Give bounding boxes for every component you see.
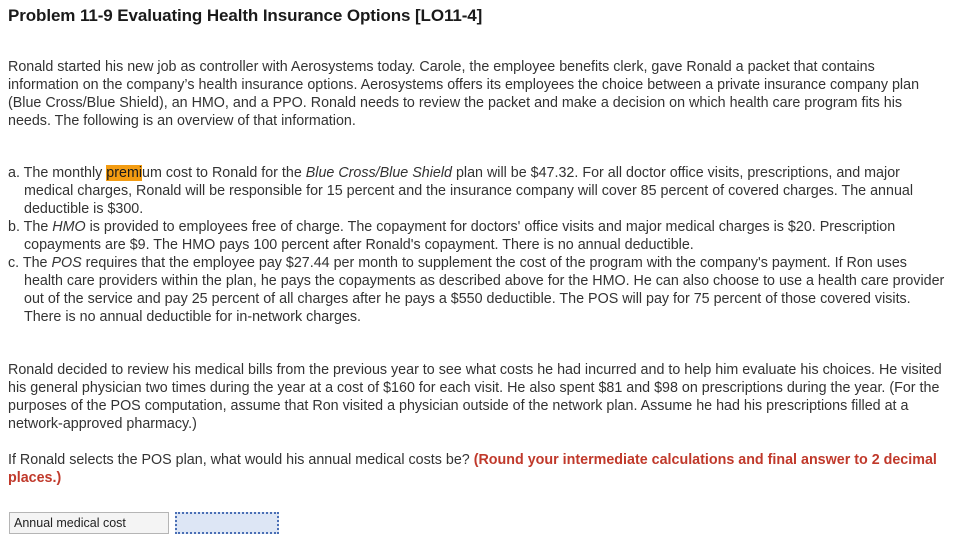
plan-name: Blue Cross/Blue Shield (305, 165, 452, 181)
intro-paragraph: Ronald started his new job as controller with Aerosystems today. Carole, the employee benefits clerk, gave Ronald a packet that contains information on the company’s health insurance options. Aerosystems offers its employees the choice between a private insurance company plan (Blue Cross/Blue Shield), an HMO, and a PPO. Ronald needs to review the packet and make a decision on which health care program fits his needs. The following is an overview of that information. (8, 59, 920, 129)
answer-label: Annual medical cost (9, 512, 169, 534)
option-b: b. The HMO is provided to employees free of charge. The copayment for doctors' office visits and major medical charges is $20. Prescription copayments are $9. The HMO pays 100 percent after Ronald's copayment. There is no annual deductible. (8, 219, 896, 253)
highlighted-text: premi (106, 165, 143, 181)
option-c: c. The POS requires that the employee pay $27.44 per month to supplement the cost of the program with the company's payment. If Ron uses health care providers within the plan, he pays the copayments as described above for the HMO. He can also choose to use a health care provider out of the service and pay 25 percent of all charges after he pays a $550 deductible. The POS will pay for 75 percent of those covered visits. There is no annual deductible for in-network charges. (8, 255, 945, 325)
plan-options-list (8, 164, 946, 326)
plan-name: POS (51, 255, 82, 271)
rounding-instruction: (Round your intermediate calculations and final answer to 2 decimal places.) (8, 452, 937, 486)
annual-medical-cost-input[interactable] (175, 512, 279, 534)
answer-row (9, 512, 279, 534)
option-marker: b. (8, 219, 20, 235)
option-marker: a. (8, 165, 20, 181)
page-title: Problem 11-9 Evaluating Health Insurance Options [LO11-4] (8, 6, 483, 25)
medical-bills-paragraph: Ronald decided to review his medical bills from the previous year to see what costs he had incurred and to help him evaluate his choices. He visited his general physician two times during the year at a cost of $160 for each visit. He also spent $81 and $98 on prescriptions during the year. (For the purposes of the POS computation, assume that Ron visited a physician outside of the network plan. Assume he had his prescriptions filled at a network-approved pharmacy.) (8, 362, 942, 432)
question-text: If Ronald selects the POS plan, what would his annual medical costs be? (Round your intermediate calculations and final answer to 2 decimal places.) (8, 452, 937, 486)
plan-name: HMO (52, 219, 86, 235)
option-a: a. The monthly premium cost to Ronald for the Blue Cross/Blue Shield plan will be $47.32. For all doctor office visits, prescriptions, and major medical charges, Ronald will be responsible for 15 percent and the insurance company will cover 85 percent of covered charges. The annual deductible is $300. (8, 165, 914, 217)
option-marker: c. (8, 255, 20, 271)
